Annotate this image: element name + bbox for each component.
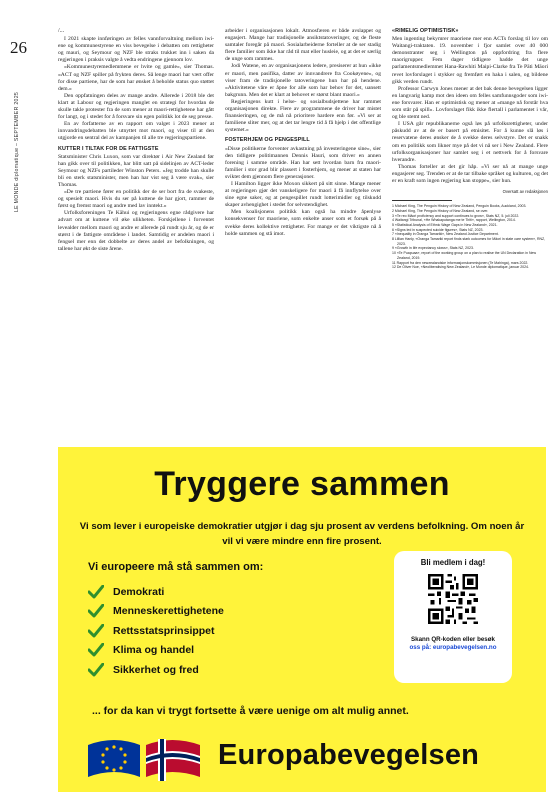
- footnote: 7 «Inequality in Ōranga Tamariki», New Zealand Justice Department.: [392, 232, 499, 237]
- paragraph: Jodi Watene, en av organisasjonens ledere, presiserer at hun «ikke er maori, men pasifika, datter av innvandrere fra Cookøyene», og viser fram de tradisjonelle tatoveringene hun har på hendene. «Aktivitetene våre er åpne for alle som har behov for det, uansett bakgrunn. Men det er klart at behovet er størst blant maori.»: [225, 63, 381, 98]
- check-icon: [88, 624, 104, 638]
- paragraph: arbeider i organisasjonen lokalt. Atmosfæren er både avslappet og engasjert. Mange har tradisjonelle ansiktstatoveringer, og de fleste samtaler foregår på maori. Sosialarbeiderne forteller at de ser stadig flere familier som ikke har råd til mat eller husleie, og at det er særlig de unge som rammes.: [225, 28, 381, 63]
- footnote: 5 «Statistical Analysis of Ethnic Wage Gaps in New Zealand», 2021.: [392, 222, 498, 227]
- list-item-label: Klima og handel: [113, 644, 195, 657]
- ad-lead: Vi som lever i europeiske demokratier utgjør i dag sju prosent av verdens befolkning. Om noen år vil vi være mindre enn fire prosent.: [79, 521, 525, 547]
- check-icon: [88, 585, 104, 599]
- paragraph: Men koalisjonens politikk kan også ha mindre åpenlyse konsekvenser for maoriene, som enkelte anser som et forsøk på å svekke deres kollektive rettigheter. For mange er det viktigste nå å holde sammen og stå imot.: [225, 209, 381, 237]
- footnote: 1 Michael King, The Penguin History of New Zealand, Penguin Books, Auckland, 2003.: [392, 204, 527, 209]
- paragraph: «Kommunestyremedlemmene er hvite og gamle», sier Thomas. «ACT og NZF spiller på frykten deres. Så lenge maori har vært offer for disse partiene, har de som har ønsket å beholde status quo støttet dem.»: [58, 64, 214, 92]
- list-item-label: Menneskerettighetene: [113, 605, 224, 618]
- qr-code-icon[interactable]: [426, 572, 480, 626]
- article-column-3: [392, 28, 548, 444]
- article-column-2: [225, 28, 381, 444]
- footnote: 9 «Growth in life expectancy slows», Stats NZ, 2023.: [392, 246, 474, 251]
- paragraph: Professor Carwyn Jones mener at det bak denne bevegelsen ligger en langvarig kamp mot den ideen om felles samfunnsgoder som iwi-ene forsvarer. Han er optimistisk og mener at «mange nå forstår hva som står på spill». Lovforslaget fikk ikke flertall i parlamentet i vår, og ble stemt ned.: [392, 85, 548, 121]
- qr-link[interactable]: oss på: europabevegelsen.no: [409, 644, 497, 651]
- article: [58, 28, 548, 444]
- qr-card[interactable]: [394, 551, 512, 683]
- brand-name: Europabevegelsen: [218, 739, 480, 771]
- ad-closing: ... for da kan vi trygt fortsette å være uenige om alt mulig annet.: [92, 705, 409, 717]
- paragraph: Thomas forteller at det gir håp. «Vi ser nå at mange unge engasjerer seg. Trenden er at de tar tilbake språket og kulturen, og det er en kraft som ingen regjering kan stoppe», sier hun.: [392, 163, 548, 184]
- footnote: 6 «Signs led in suspected suicide figures», Stats NZ, 2023.: [392, 227, 484, 232]
- running-head: LE MONDE diplomatique – SEPTEMBER 2025: [14, 91, 20, 212]
- qr-heading: Bli medlem i dag!: [420, 558, 486, 567]
- paragraph: Men ingenting bekymrer maoriene mer enn ACTs forslag til lov om Waitangi-traktaten. 19. november i fjor samlet over 40 000 demonstranter seg i Wellington på oppfordring fra flere maorigrupper. Fem dager tidligere hadde det unge parlamentsmedlemmet Hana-Rawhiti Maipi-Clarke fra Te Pāti Māori revet lovforslaget i stykker og fremført en haka i salen, og bildene gikk verden rundt.: [392, 36, 548, 85]
- check-icon: [88, 604, 104, 618]
- qr-caption-text: Skann QR-koden eller besøk: [411, 636, 495, 643]
- paragraph: I USA går republikanerne også løs på urfolksrettigheter, under påskudd av at de er basert på etnisitet. For å kunne slå løs i reservatene deres ønsker de å svekke deres selvstyre. Det er snakk om en politikk som likner mye på det vi nå ser i New Zealand. Flere urfolksorganisasjoner har samlet seg i et nettverk for å forsvare hverandre.: [392, 121, 548, 163]
- paragraph: «Disse politikerne forventer avkastning på investeringene sine», sier den tidligere politimannen Dennis Hauri, som driver en annen forening i samme område. Han har sett hvordan barn fra maori-familier i stor grad blir plassert i fosterhjem, og mener at staten har sviktet dem gjennom flere generasjoner.: [225, 145, 381, 180]
- list-item-label: Demokrati: [113, 585, 165, 598]
- paragraph: Den oppfatningen deles av mange andre. Allerede i 2018 ble det klart at Labour og regjeringen manglet en strategi for hvordan de skulle takle protester fra de som mener at maori-rettighetene har gått for langt, og i stedet for å forsvare sin egen politikk lot de seg presse.: [58, 92, 214, 121]
- section-heading: «RIMELIG OPTIMISTISK»: [392, 28, 459, 34]
- paragraph: I 2021 skapte innføringen av felles vannforvaltning mellom iwi-ene og kommunestyrene en viss bevegelse i debatten om rettigheter og mauri, og Seymour og NZF ble straks trukket inn i saken da regjeringen i praksis valgte å vedta endringene gjennom lov.: [58, 36, 214, 64]
- article-column-1: [58, 28, 214, 444]
- advertisement: [58, 447, 546, 792]
- footnote-divider: [392, 200, 452, 201]
- list-item: [88, 582, 224, 602]
- qr-caption: [394, 636, 512, 652]
- footnote: 11 Rapport fra den newzealandske informasjonskommisjonen (Te Mahinga), mars 2022.: [392, 260, 529, 265]
- list-item-label: Sikkerhet og fred: [113, 663, 199, 676]
- section-heading: FOSTERHJEM OG PENGESPILL: [225, 137, 310, 144]
- check-icon: [88, 643, 104, 657]
- ad-title: Tryggere sammen: [154, 465, 450, 503]
- list-item: [88, 641, 224, 661]
- translation-credit: Oversatt av redaksjonen: [502, 189, 548, 195]
- section-heading: KUTTER I TILTAK FOR DE FATTIGSTE: [58, 145, 159, 152]
- list-item: [88, 602, 224, 622]
- footnote: 4 Waitangi Tribunal, «He Whakaputanga me te Tiriti», rapport, Wellington, 2014.: [392, 218, 516, 223]
- lead-marker: /...: [58, 28, 65, 34]
- paragraph: Statsminister Chris Luxon, som var direktør i Air New Zealand før han gikk over til politikken, har blitt satt på sidelinjen av ACT-leder Seymour og NZFs partileder Winston Peters. «Jeg trodde han skulle bli en sterk statsminister, men han har vist seg å være svak», sier Thomas.: [58, 153, 214, 188]
- paragraph: Urfolksforeningen Te Kāhui og regjeringens egne rådgivere har advart om at kuttene vil øke ulikheten. Forskjellene i forventet levealder mellom maori og andre er allerede på rundt sju år, og de er størst i de fattigste områdene i landet. Samtidig er andelen maori i fengsel mer enn det dobbelte av deres andel av befolkningen, og tallene har økt de siste årene.: [58, 210, 214, 252]
- footnote: 12 De Oliver Noe, «Neoliberalising New Zealand», Le Monde diplomatique, januar 2024.: [392, 265, 529, 270]
- ad-value-list: [88, 582, 224, 680]
- list-item: [88, 621, 224, 641]
- list-item-label: Rettsstatsprinsippet: [113, 624, 215, 637]
- page-number: 26: [10, 38, 27, 57]
- footnote: 8 Lillian Hanly, «Oranga Tamariki report finds stark outcomes for Māori in state care system», RNZ, 2023.: [392, 237, 546, 246]
- eu-norway-flags-logo: [86, 733, 204, 783]
- paragraph: I Hamilton ligger ikke Moxon sikkert på sitt sinne. Mange mener at regjeringen gjør det vanskeligere for maori å få innflytelse over sine egne saker, og at pengespillet rundt lotterimidler og tilskudd skaper avhengighet i stedet for selvstendighet.: [225, 180, 381, 209]
- footnote: 3 «Te reo Māori proficiency and support continues to grow», Stats NZ, 5. juli 2022.: [392, 213, 520, 218]
- paragraph: Regjeringens kutt i helse- og sosialbudsjettene har rammet organisasjonen direkte. Flere av programmene de driver har mistet finansieringen, og de må nå prioritere hardere enn før. «Vi ser at familiene sliter mer, og at det tar lengre tid å få hjelp i det offentlige systemet.»: [225, 98, 381, 134]
- paragraph: En av forfatterne av en rapport om valget i 2023 mener at innvandringsdebatten ble utnyttet mot maori, og viser til at den utgjorde en sentral del av kampanjen til alle tre regjeringspartiene.: [58, 121, 214, 142]
- footnote: 2 Michael King, The Penguin History of New Zealand, se over.: [392, 208, 489, 213]
- check-icon: [88, 663, 104, 677]
- footnote: 10 «Te Puapuaa», report of the working group on a plan to realise the UN Declaration in New Zealand, 2019.: [392, 251, 536, 260]
- ad-subtitle: Vi europeere må stå sammen om:: [88, 561, 264, 573]
- paragraph: «De tre partiene fører en politikk der de ser bort fra de svakeste, og spesielt maori. Hvis du ser på kuttene de har gjort, rammer de først og fremst maori og andre med lav inntekt.»: [58, 189, 214, 210]
- list-item: [88, 660, 224, 680]
- footnotes: [392, 204, 548, 270]
